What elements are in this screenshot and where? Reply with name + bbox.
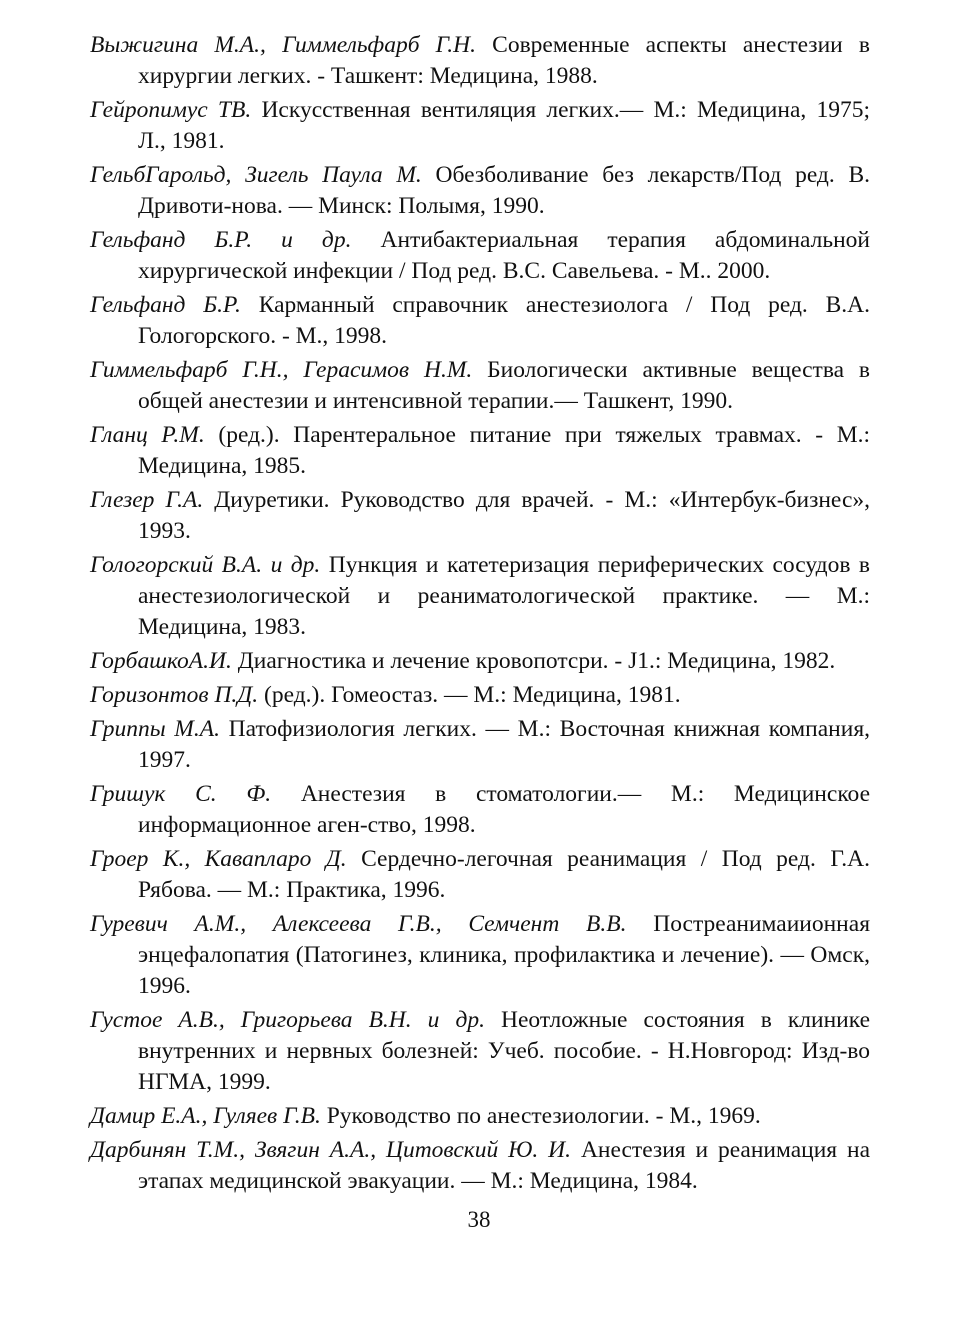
entry-author: ГорбашкоА.И. [90,648,232,674]
bibliography-entry [90,1005,870,1098]
bibliography-entry [90,1135,870,1197]
entry-author: Гельфанд Б.Р. и др. [90,227,352,253]
entry-text: Диагностика и лечение кровопотсри. - J1.: Медицина, 1982. [237,648,836,674]
entry-text: Постреанимаиионная энцефалопатия (Патогинез, клиника, профилактика и лечение). — Омск, 1996. [138,911,870,999]
entry-author: Горизонтов П.Д. [90,682,259,708]
entry-text: Карманный справочник анестезиолога / Под ред. В.А. Гологорского. - М., 1998. [138,292,871,349]
page-number: 38 [467,1207,491,1232]
bibliography-entry [90,225,870,287]
bibliography-entry [90,714,870,776]
bibliography-entry [90,844,870,906]
entry-author: Глезер Г.А. [90,487,204,513]
entry-text: Руководство по анестезиологии. - М., 1969. [326,1103,761,1129]
entry-text: Сердечно-легочная реанимация / Под ред. Г.А. Рябова. — М.: Практика, 1996. [138,846,870,903]
entry-text: Диуретики. Руководство для врачей. - М.: «Интербук-бизнес», 1993. [138,487,871,544]
entry-author: Гришук С. Ф. [90,781,272,807]
entry-text: Анестезия и реанимация на этапах медицинской эвакуации. — М.: Медицина, 1984. [138,1137,871,1194]
bibliography-entry [90,160,870,222]
bibliography-entry [90,550,870,643]
bibliography-entry [90,485,870,547]
entry-author: Дамир Е.А., Гуляев Г.В. [90,1103,321,1129]
entry-text: Патофизиология легких. — М.: Восточная книжная компания, 1997. [138,716,871,773]
entry-author: Гологорский В.А. и др. [90,552,321,578]
bibliography-entry [90,680,870,711]
entry-text: Пункция и катетеризация периферических сосудов в анестезиологической и реаниматологической практике. — М.: Медицина, 1983. [138,552,871,640]
entry-author: Гланц Р.М. [90,422,205,448]
entry-author: Гиммельфарб Г.Н., Герасимов Н.М. [90,357,473,383]
bibliography-entry [90,1101,870,1132]
bibliography-entry [90,420,870,482]
bibliography-entry [90,646,870,677]
entry-author: Выжигина М.А., Гиммельфарб Г.Н. [90,32,476,58]
bibliography-entry [90,95,870,157]
bibliography-entry [90,30,870,92]
bibliography-entry [90,909,870,1002]
entry-text: Неотложные состояния в клинике внутренних и нервных болезней: Учеб. пособие. - Н.Новгород: Изд-во НГМА, 1999. [138,1007,871,1095]
entry-text: Биологически активные вещества в общей анестезии и интенсивной терапии.— Ташкент, 1990. [138,357,871,414]
entry-author: Густое А.В., Григорьева В.Н. и др. [90,1007,485,1033]
entry-text: (ред.). Гомеостаз. — М.: Медицина, 1981. [264,682,681,708]
entry-author: Дарбинян Т.М., Звягин А.А., Цитовский Ю. И. [90,1137,572,1163]
bibliography-entry [90,779,870,841]
entry-author: Гейропимус ТВ. [90,97,252,123]
entry-author: Гриппы М.А. [90,716,220,742]
entry-text: Антибактериальная терапия абдоминальной хирургической инфекции / Под ред. В.С. Савельева. - М.. 2000. [138,227,870,284]
entry-text: Современные аспекты анестезии в хирургии легких. - Ташкент: Медицина, 1988. [138,32,870,89]
bibliography-entry [90,290,870,352]
entry-author: Гуревич А.М., Алексеева Г.В., Семчент В.В. [90,911,627,937]
entry-text: Искусственная вентиляция легких.— М.: Медицина, 1975; Л., 1981. [138,97,870,154]
entry-author: ГельбГарольд, Зигель Паула М. [90,162,422,188]
entry-author: Гроер К., Каваплаpо Д. [90,846,347,872]
bibliography-entry [90,355,870,417]
entry-text: (ред.). Парентеральное питание при тяжелых травмах. - М.: Медицина, 1985. [138,422,871,479]
entry-author: Гельфанд Б.Р. [90,292,241,318]
entry-text: Обезболивание без лекарств/Под ред. В. Дривоти-нова. — Минск: Полымя, 1990. [138,162,871,219]
entry-text: Анестезия в стоматологии.— М.: Медицинское информационное аген-ство, 1998. [138,781,871,838]
bibliography-list [90,30,870,1200]
